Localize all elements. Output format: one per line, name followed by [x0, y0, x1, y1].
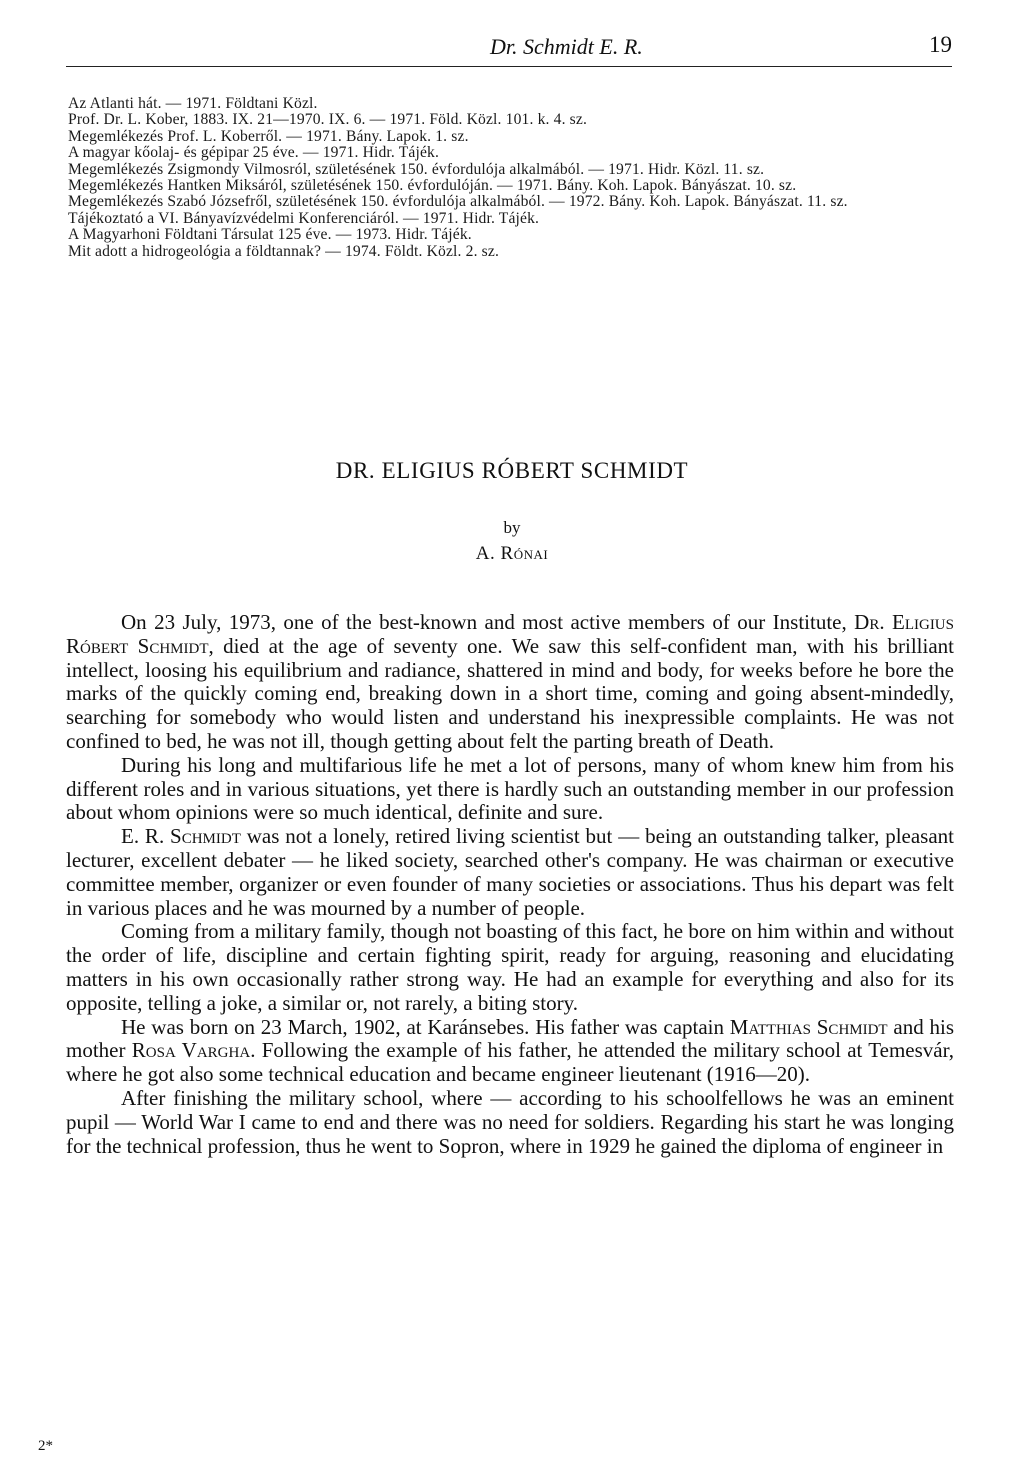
bibliography-entry: Megemlékezés Zsigmondy Vilmosról, születésének 150. évfordulója alkalmából. — 1971. Hidr. Közl. 11. sz.: [68, 160, 765, 178]
body-paragraph: During his long and multifarious life he met a lot of persons, many of whom knew him from his different roles and in various situations, yet there is hardly such an outstanding member in our profession about whom opinions were so much identical, definite and sure.: [66, 752, 954, 825]
article-author: [0, 543, 1024, 565]
body-paragraph: [66, 611, 954, 754]
signature-mark: 2*: [38, 1438, 53, 1454]
page-number: 19: [929, 32, 952, 57]
paragraph-text: . Following the example of his father, he attended the military school at Temesvár, where he got also some technical education and became engineer lieutenant (1916—20).: [66, 1038, 955, 1087]
body-paragraph: [66, 825, 954, 920]
bibliography-entry: Az Atlanti hát. — 1971. Földtani Közl.: [68, 95, 318, 112]
body-paragraph: Coming from a military family, though not boasting of this fact, he bore on him within and without the order of life, discipline and certain fighting spirit, ready for arguing, reasoning and elucidating matters in his own occasionally rather strong way. He had an example for everything and also for its opposite, telling a joke, a similar or, not rarely, a biting story.: [66, 919, 954, 1015]
paragraph-text: He was born on 23 March, 1902, at Karánsebes. His father was captain: [121, 1014, 730, 1039]
byline-by: by: [503, 518, 521, 537]
bibliography-entry: Megemlékezés Hantken Miksáról, születésének 150. évfordulóján. — 1971. Bány. Koh. Lapok. Bányászat. 10. sz.: [68, 177, 797, 195]
person-name: Rosa Vargha: [131, 1038, 251, 1063]
page-header: [66, 4, 952, 67]
article-title: DR. ELIGIUS RÓBERT SCHMIDT: [335, 458, 689, 483]
body-paragraph: [66, 1016, 954, 1087]
bibliography-entry: A magyar kőolaj- és gépipar 25 éve. — 1971. Hidr. Tájék.: [68, 144, 440, 162]
bibliography-entry: Megemlékezés Szabó Józsefről, születésének 150. évfordulója alkalmából. — 1972. Bány. Koh. Lapok. Bányászat. 11. sz.: [68, 193, 848, 211]
person-name: E. R. Schmidt: [121, 824, 241, 849]
paragraph-text: was not a lonely, retired living scientist but — being an outstanding talker, pleasant lecturer, excellent debater — he liked society, searched other's company. He was chairman or executive committee member, organizer or even founder of many societies or associations. Thus his depart was felt in various places and he was mourned by a number of people.: [66, 824, 954, 920]
bibliography-entry: Megemlékezés Prof. L. Koberről. — 1971. Bány. Lapok. 1. sz.: [68, 127, 469, 145]
running-head: Dr. Schmidt E. R.: [490, 34, 643, 59]
bibliography-list: [68, 96, 958, 260]
bibliography-entry: Tájékoztató a VI. Bányavízvédelmi Konferenciáról. — 1971. Hidr. Tájék.: [68, 209, 540, 227]
person-name: Dr. Eligius Róbert Schmidt: [66, 610, 954, 658]
paragraph-text: , died at the age of seventy one. We saw this self-confident man, with his brilliant intellect, loosing his equilibrium and radiance, shattered in mind and body, for weeks before he bore the marks of the quickly coming end, breaking down in a short time, coming and going absent-mindedly, searching for somebody who would listen and understand his inexpressible complaints. He was not confined to bed, he was not ill, though getting about felt the parting breath of Death.: [66, 633, 954, 753]
author-name: Rónai: [500, 543, 549, 564]
paragraph-text: On 23 July, 1973, one of the best-known and most active members of our Institute,: [121, 610, 855, 634]
bibliography-entry: A Magyarhoni Földtani Társulat 125 éve. — 1973. Hidr. Tájék.: [68, 226, 472, 244]
paragraph-text: and his mother: [66, 1014, 955, 1063]
body-paragraph: After finishing the military school, where — according to his schoolfellows he was an eminent pupil — World War I came to end and there was no need for soldiers. Regarding his start he was longing for the technical profession, thus he went to Sopron, where in 1929 he gained the diploma of engineer in: [66, 1085, 954, 1158]
article-body: [66, 611, 954, 1158]
author-initial: A.: [475, 543, 496, 564]
bibliography-entry: Prof. Dr. L. Kober, 1883. IX. 21—1970. IX. 6. — 1971. Föld. Közl. 101. k. 4. sz.: [68, 111, 588, 129]
bibliography-entry: Mit adott a hidrogeológia a földtannak? — 1974. Földt. Közl. 2. sz.: [68, 242, 500, 260]
person-name: Matthias Schmidt: [729, 1014, 888, 1039]
